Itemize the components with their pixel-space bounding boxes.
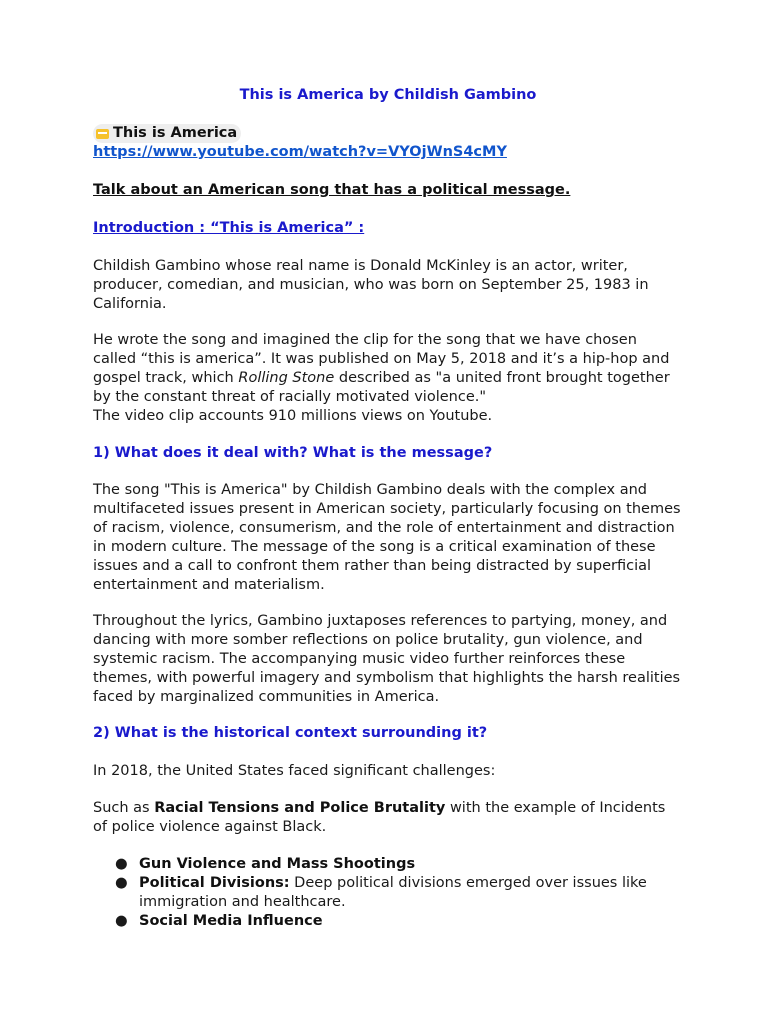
context-bullet-list — [93, 855, 683, 931]
prompt-row — [93, 181, 683, 200]
bullet-dot: ● — [115, 913, 128, 929]
youtube-link-row — [93, 143, 683, 162]
q2-p2-suffix: with the example of Incidents of police violence against Black. — [93, 800, 666, 835]
intro-p2-text-1: He wrote the song and imagined the clip for the song that we have chosen called “this is america”. It was published on May 5, 2018 and it’s a hip-hop and gospel track, which — [93, 332, 670, 386]
document-title: This is America by Childish Gambino — [239, 87, 537, 103]
youtube-link[interactable]: https://www.youtube.com/watch?v=VYOjWnS4cMY — [93, 144, 507, 160]
question-2-heading: 2) What is the historical context surrounding it? — [93, 725, 488, 741]
video-smart-chip[interactable] — [93, 124, 241, 143]
video-file-icon — [96, 129, 109, 139]
assignment-prompt: Talk about an American song that has a political message. — [93, 182, 571, 198]
intro-p2-views: The video clip accounts 910 millions views on Youtube. — [93, 408, 493, 424]
list-item — [93, 855, 683, 874]
list-item — [93, 912, 683, 931]
bullet-text: Deep political divisions emerged over issues like immigration and healthcare. — [139, 875, 647, 910]
q1-paragraph-1: The song "This is America" by Childish Gambino deals with the complex and multifaceted issues present in American society, particularly focusing on themes of racism, violence, consumerism, and the role of entertainment and distraction in modern culture. The message of the song is a critical examination of these issues and a call to confront them rather than being distracted by superficial entertainment and materialism. — [93, 482, 681, 593]
q2-p2-prefix: Such as — [93, 800, 155, 816]
intro-paragraph-2 — [93, 331, 683, 426]
q2-p2-bold: Racial Tensions and Police Brutality — [154, 800, 446, 816]
chip-label: This is America — [113, 125, 238, 141]
list-item — [93, 874, 683, 912]
intro-p2-italic: Rolling Stone — [238, 370, 335, 386]
question-1-heading: 1) What does it deal with? What is the message? — [93, 445, 493, 461]
smart-chip-row — [93, 124, 683, 145]
q2-paragraph-1: In 2018, the United States faced significant challenges: — [93, 763, 496, 779]
intro-paragraph-1: Childish Gambino whose real name is Donald McKinley is an actor, writer, producer, comedian, and musician, who was born on September 25, 1983 in California. — [93, 258, 649, 312]
bullet-bold: Gun Violence and Mass Shootings — [139, 856, 416, 872]
intro-p2-text-2: described as "a united front brought together by the constant threat of racially motivated violence." — [93, 370, 670, 405]
intro-heading: Introduction : “This is America” : — [93, 220, 365, 236]
intro-heading-row — [93, 219, 683, 238]
bullet-bold: Social Media Influence — [139, 913, 323, 929]
bullet-bold: Political Divisions: — [139, 875, 290, 891]
q1-paragraph-2: Throughout the lyrics, Gambino juxtaposes references to partying, money, and dancing with more somber reflections on police brutality, gun violence, and systemic racism. The accompanying music video further reinforces these themes, with powerful imagery and symbolism that highlights the harsh realities faced by marginalized communities in America. — [93, 613, 681, 705]
bullet-dot: ● — [115, 875, 128, 891]
q2-paragraph-2 — [93, 799, 683, 837]
bullet-dot: ● — [115, 856, 128, 872]
